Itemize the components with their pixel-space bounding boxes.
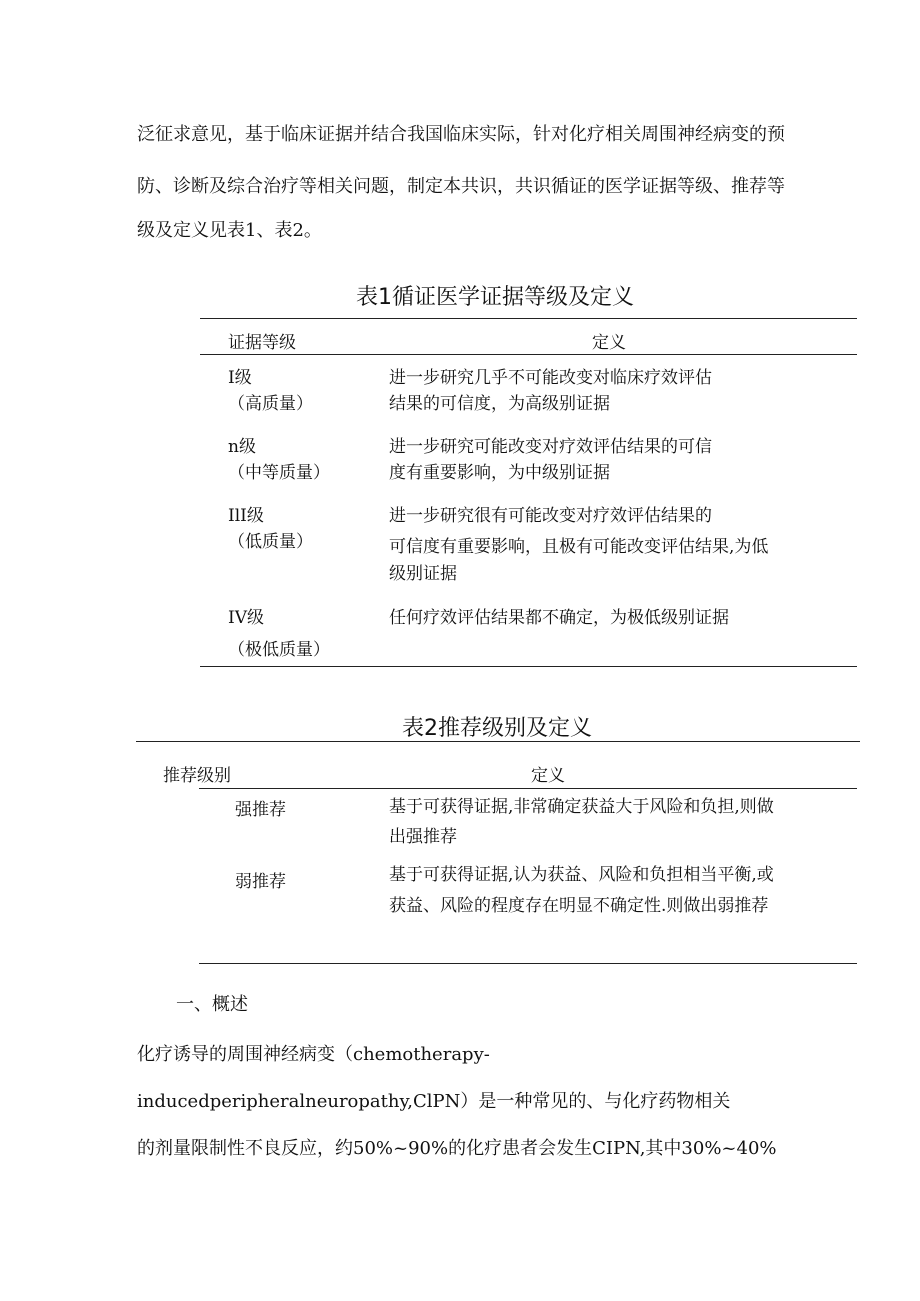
table-1-bottom-rule <box>200 666 857 667</box>
intro-line-2: 防、诊断及综合治疗等相关问题，制定本共识，共识循证的医学证据等级、推荐等 <box>137 176 785 197</box>
level-label: IV级 <box>228 608 264 628</box>
quality-label: （低质量） <box>228 532 313 552</box>
table-1-header-definition: 定义 <box>592 333 626 353</box>
level-label: 强推荐 <box>235 800 286 820</box>
intro-line-1: 泛征求意见，基于临床证据并结合我国临床实际，针对化疗相关周围神经病变的预 <box>137 124 785 145</box>
level-label: 弱推荐 <box>235 872 286 892</box>
level-label: IlI级 <box>228 506 264 526</box>
table-2-bottom-rule <box>199 963 857 964</box>
table-2-title: 表2推荐级别及定义 <box>402 716 592 741</box>
definition-line: 基于可获得证据,认为获益、风险和负担相当平衡,或 <box>389 865 774 885</box>
definition-line: 出强推荐 <box>389 827 457 847</box>
table-2-header-rule <box>199 788 857 789</box>
table-1-top-rule <box>200 318 857 319</box>
definition-line: 任何疗效评估结果都不确定，为极低级别证据 <box>389 608 729 628</box>
table-2-top-rule <box>136 741 860 742</box>
definition-line: 基于可获得证据,非常确定获益大于风险和负担,则做 <box>389 797 774 817</box>
table-2-header-level: 推荐级别 <box>163 766 231 786</box>
level-label: I级 <box>228 368 252 388</box>
definition-line: 可信度有重要影响，且极有可能改变评估结果,为低 <box>389 537 769 557</box>
quality-label: （高质量） <box>228 394 313 414</box>
body-line-3: 的剂量限制性不良反应，约50%~90%的化疗患者会发生CIPN,其中30%~40% <box>137 1138 777 1159</box>
definition-line: 级别证据 <box>389 564 457 584</box>
table-1-header-rule <box>200 354 857 355</box>
section-heading: 一、概述 <box>176 994 248 1015</box>
table-1-title: 表1循证医学证据等级及定义 <box>356 285 634 310</box>
table-2-header-definition: 定义 <box>531 766 565 786</box>
definition-line: 结果的可信度，为高级别证据 <box>389 394 610 414</box>
definition-line: 度有重要影响，为中级别证据 <box>389 463 610 483</box>
body-line-1: 化疗诱导的周围神经病变（chemotherapy- <box>137 1044 490 1065</box>
body-line-2: inducedperipheralneuropathy,ClPN）是一种常见的、与化疗药物相关 <box>137 1091 731 1112</box>
quality-label: （中等质量） <box>228 463 330 483</box>
definition-line: 进一步研究几乎不可能改变对临床疗效评估 <box>389 368 712 388</box>
quality-label: （极低质量） <box>228 640 330 660</box>
definition-line: 获益、风险的程度存在明显不确定性.则做出弱推荐 <box>389 896 769 916</box>
definition-line: 进一步研究可能改变对疗效评估结果的可信 <box>389 437 712 457</box>
definition-line: 进一步研究很有可能改变对疗效评估结果的 <box>389 506 712 526</box>
intro-line-3: 级及定义见表1、表2。 <box>137 220 322 241</box>
table-1-header-level: 证据等级 <box>228 333 296 353</box>
level-label: n级 <box>228 437 256 457</box>
